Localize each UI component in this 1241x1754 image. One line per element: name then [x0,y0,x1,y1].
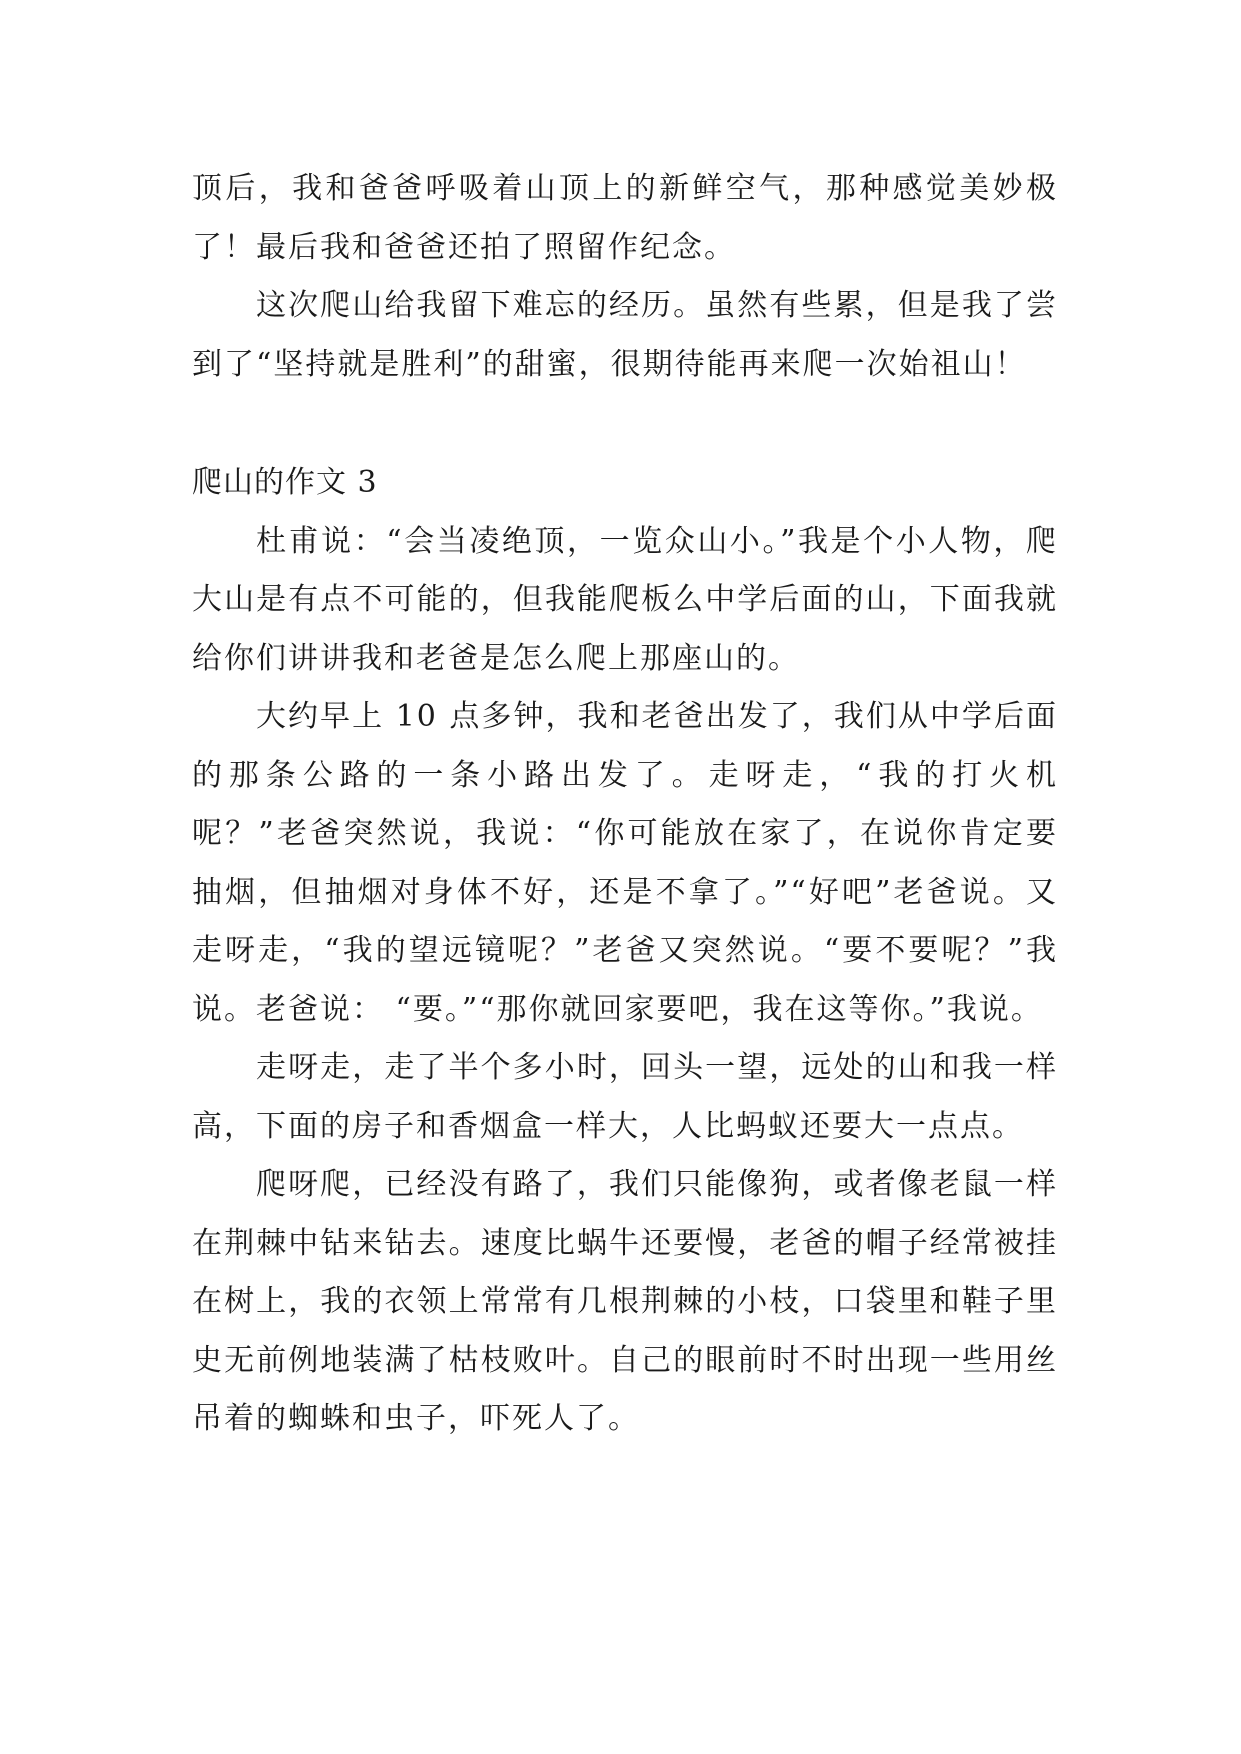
paragraph-view: 走呀走，走了半个多小时，回头一望，远处的山和我一样高，下面的房子和香烟盒一样大，人比蚂蚁还要大一点点。 [192,1050,1058,1144]
paragraph-continuation: 顶后，我和爸爸呼吸着山顶上的新鲜空气，那种感觉美妙极了！最后我和爸爸还拍了照留作纪念。 [192,171,1058,265]
document-body [192,160,1058,1449]
paragraph-thorns: 爬呀爬，已经没有路了，我们只能像狗，或者像老鼠一样在荆棘中钻来钻去。速度比蜗牛还要慢，老爸的帽子经常被挂在树上，我的衣领上常常有几根荆棘的小枝，口袋里和鞋子里史无前例地装满了枯枝败叶。自己的眼前时不时出现一些用丝吊着的蜘蛛和虫子，吓死人了。 [192,1167,1058,1436]
paragraph-departure: 大约早上 10 点多钟，我和老爸出发了，我们从中学后面的那条公路的一条小路出发了。走呀走，“我的打火机呢？”老爸突然说，我说：“你可能放在家了，在说你肯定要抽烟，但抽烟对身体不好，还是不拿了。”“好吧”老爸说。又走呀走，“我的望远镜呢？”老爸又突然说。“要不要呢？”我说。老爸说： “要。”“那你就回家要吧，我在这等你。”我说。 [192,699,1058,1027]
paragraph-intro: 杜甫说：“会当凌绝顶，一览众山小。”我是个小人物，爬大山是有点不可能的，但我能爬板么中学后面的山，下面我就给你们讲讲我和老爸是怎么爬上那座山的。 [192,523,1058,676]
section-spacer [192,394,1058,454]
section-title: 爬山的作文 3 [192,465,378,500]
paragraph-reflection: 这次爬山给我留下难忘的经历。虽然有些累，但是我了尝到了“坚持就是胜利”的甜蜜，很期待能再来爬一次始祖山！ [192,288,1058,382]
